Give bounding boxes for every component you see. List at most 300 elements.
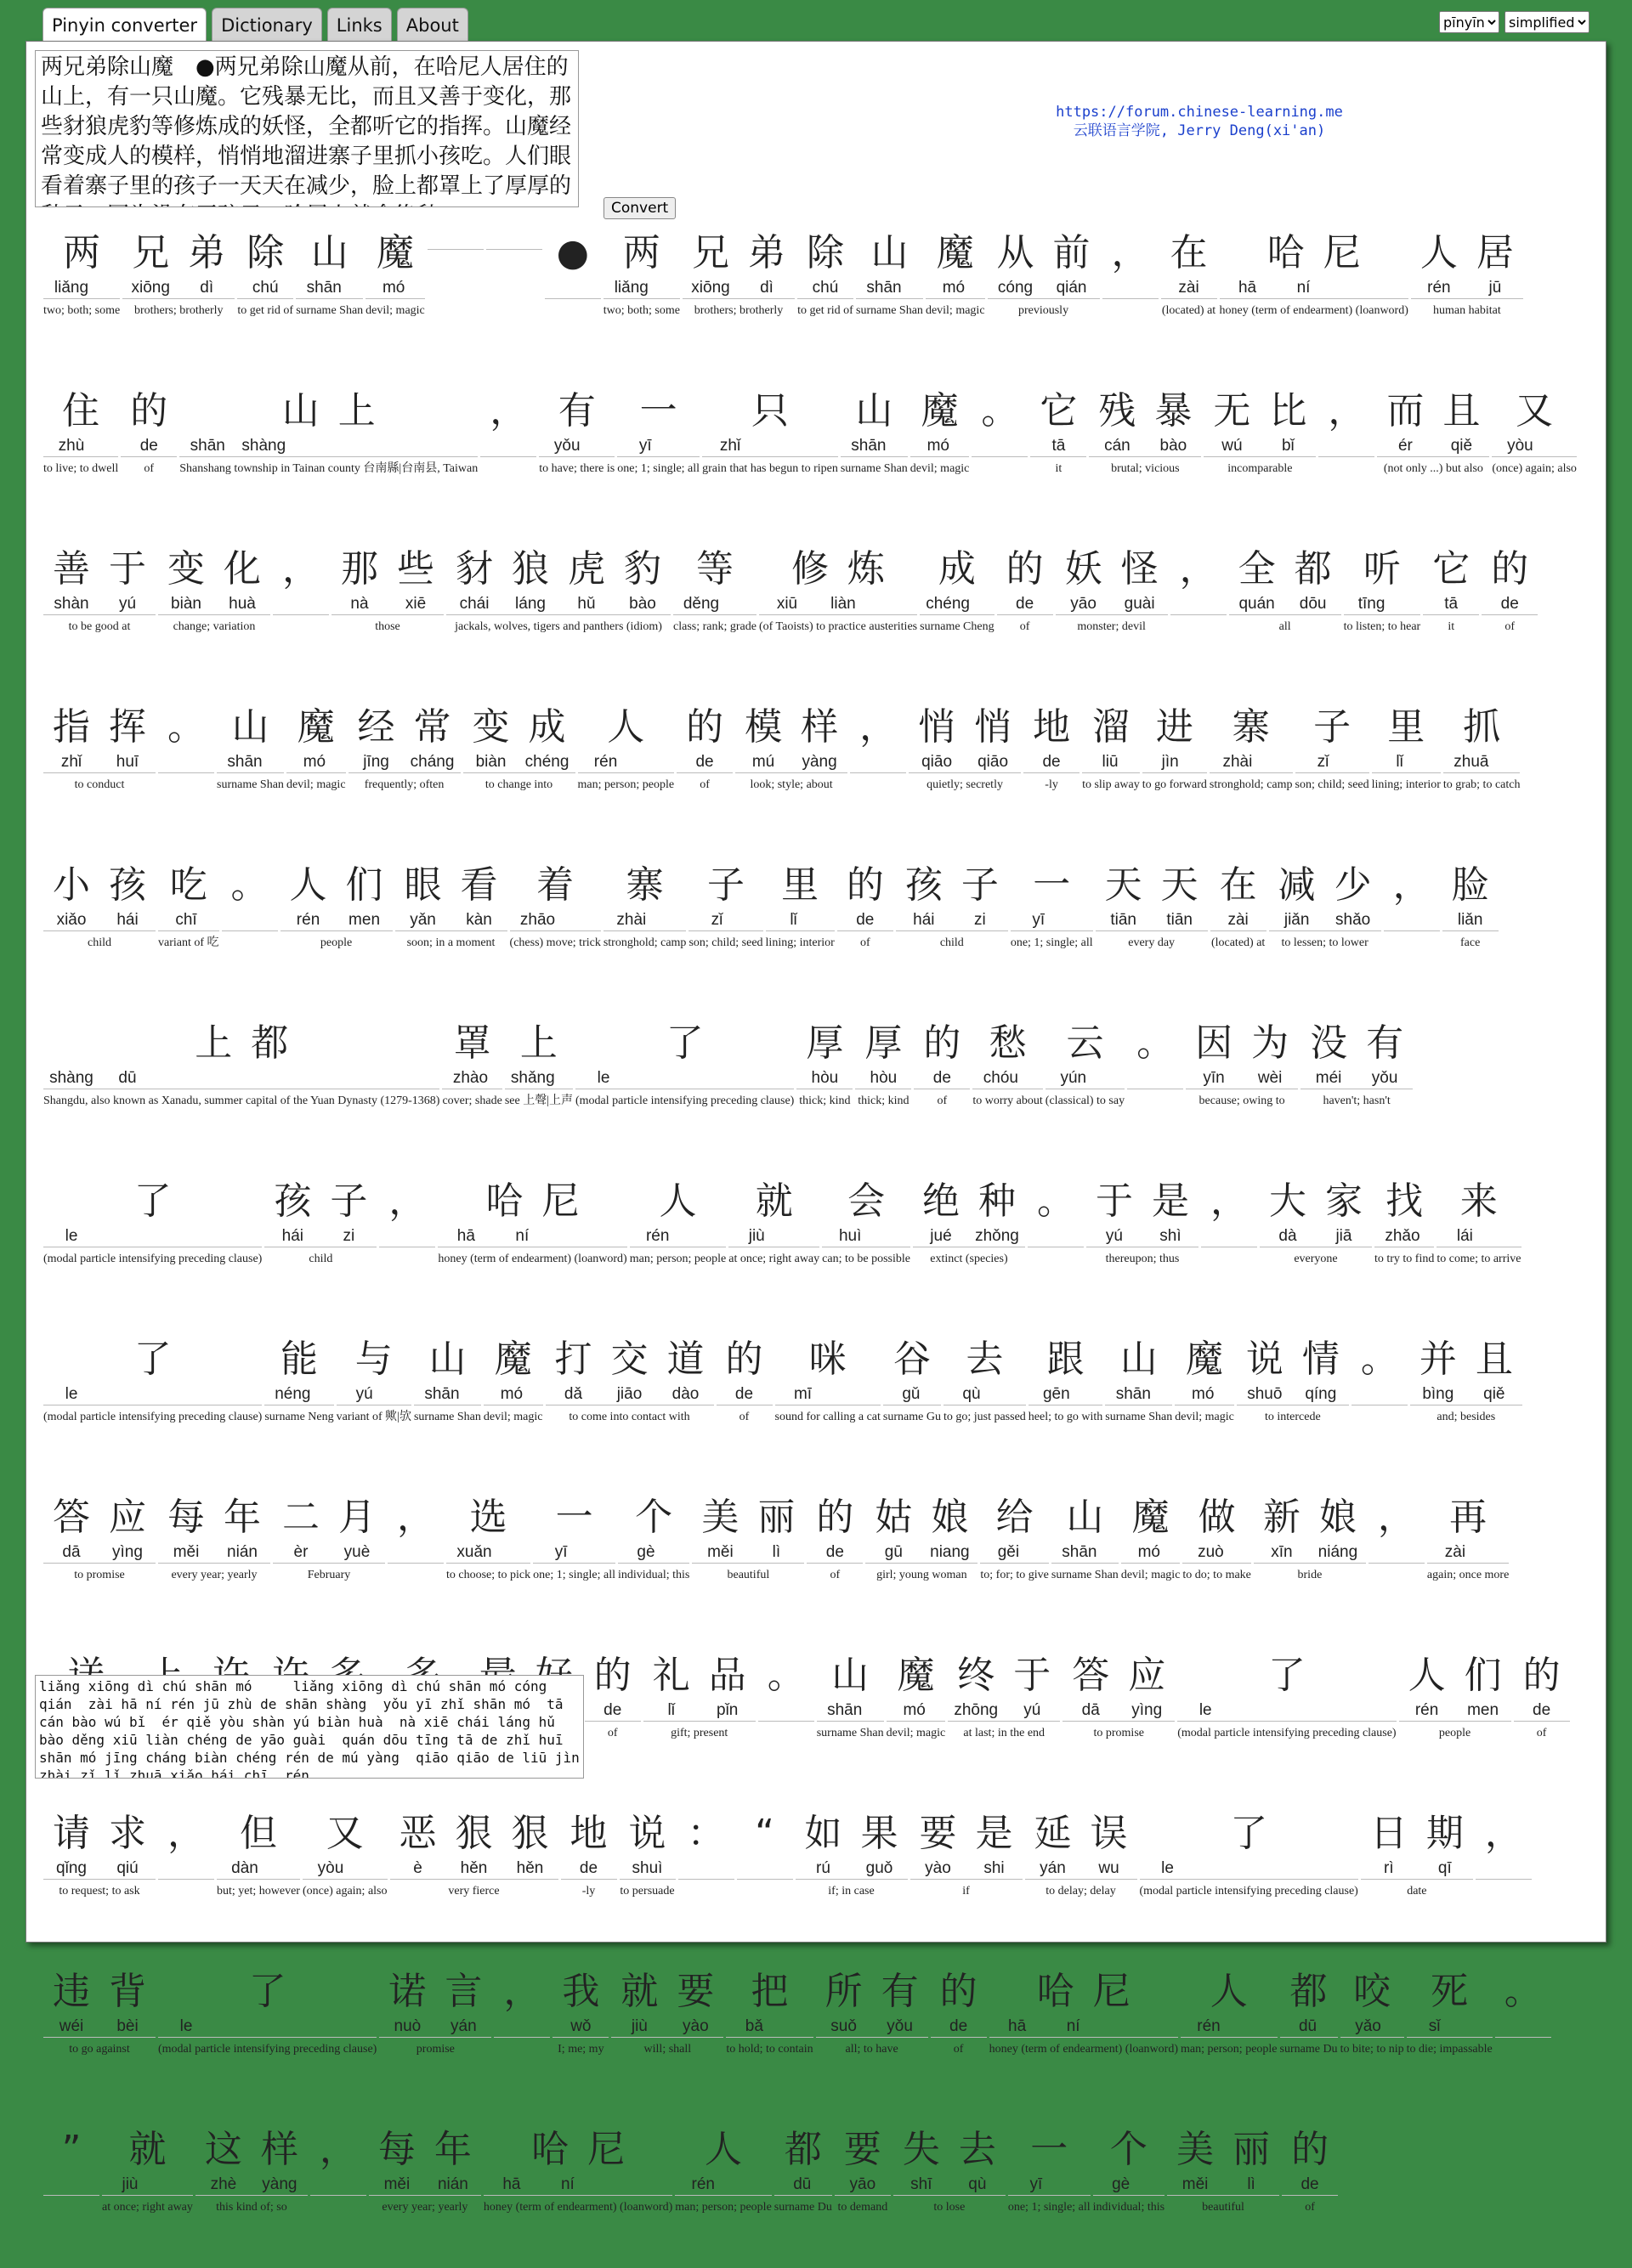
pinyin-syllable: yīn xyxy=(1203,1069,1225,1087)
hanzi-char: 山 xyxy=(855,389,893,433)
pinyin-row xyxy=(1384,910,1440,931)
word-card xyxy=(273,1493,385,1636)
pinyin-row xyxy=(122,278,235,299)
pinyin-row xyxy=(822,1226,910,1247)
word-card xyxy=(1028,1335,1103,1478)
pinyin-row xyxy=(896,910,1008,931)
pinyin-row xyxy=(817,1700,884,1722)
word-gloss xyxy=(273,619,329,687)
word-card xyxy=(1295,703,1369,846)
pinyin-syllable xyxy=(1201,1226,1257,1247)
hanzi-char: 进 xyxy=(1155,705,1193,749)
pinyin-syllable: rén xyxy=(296,911,320,929)
word-gloss: of xyxy=(953,2043,964,2056)
word-gloss: (once) again; also xyxy=(1492,462,1577,475)
word-gloss: to get rid of xyxy=(237,304,294,317)
hanzi-char: 炼 xyxy=(847,547,886,591)
word-gloss: surname Shan xyxy=(1051,1569,1119,1581)
pinyin-syllable xyxy=(494,2016,550,2037)
word-card xyxy=(855,1019,911,1162)
word-card xyxy=(1023,703,1080,846)
word-gloss xyxy=(158,1884,214,1952)
word-card xyxy=(1269,861,1381,1004)
pinyin-syllable: zài xyxy=(1178,279,1199,297)
pinyin-row xyxy=(1161,278,1217,299)
pinyin-syllable: hā xyxy=(502,2175,521,2193)
pinyin-syllable: jū xyxy=(1488,279,1502,297)
pinyin-syllable: mó xyxy=(303,753,326,771)
pinyin-row xyxy=(775,1384,881,1405)
pinyin-syllable xyxy=(480,436,536,456)
word-chars xyxy=(735,703,847,752)
word-chars xyxy=(1056,545,1168,594)
pinyin-syllable: bèi xyxy=(116,2017,139,2035)
hanzi-char: 每 xyxy=(167,1496,205,1539)
word-chars xyxy=(956,1335,1012,1384)
word-gloss xyxy=(1384,936,1440,1004)
word-card xyxy=(446,545,671,687)
word-card xyxy=(438,1177,626,1320)
word-chars xyxy=(379,1967,491,2016)
hanzi-char: 应 xyxy=(1128,1654,1166,1697)
pinyin-syllable xyxy=(678,1858,734,1879)
word-chars xyxy=(1147,703,1203,752)
word-card xyxy=(217,703,284,846)
word-chars xyxy=(264,1177,377,1226)
hanzi-char: 狠 xyxy=(511,1812,549,1855)
hanzi-char: 子 xyxy=(330,1179,368,1223)
tab-dictionary[interactable]: Dictionary xyxy=(212,8,322,41)
word-card xyxy=(264,1177,377,1320)
word-chars xyxy=(914,1019,970,1068)
word-gloss: bride xyxy=(1297,1569,1323,1581)
pinyin-syllable: è xyxy=(413,1859,422,1877)
pinyin-syllable: qiāo xyxy=(921,753,953,771)
word-chars xyxy=(1210,861,1266,910)
word-card xyxy=(1175,1335,1234,1478)
pinyin-row xyxy=(1011,910,1093,931)
pinyin-syllable xyxy=(273,594,329,614)
word-card xyxy=(683,229,795,371)
pinyin-syllable: rén xyxy=(593,753,618,771)
hanzi-char: 地 xyxy=(570,1812,608,1855)
word-card xyxy=(1093,2125,1164,2268)
hanzi-char: 来 xyxy=(1459,1179,1498,1223)
forum-link[interactable]: https://forum.chinese-learning.me xyxy=(1056,104,1343,121)
pinyin-syllable: men xyxy=(1467,1701,1499,1719)
word-chars xyxy=(461,1493,517,1542)
word-card xyxy=(484,2125,672,2268)
word-card xyxy=(366,229,425,371)
pinyin-syllable: hái xyxy=(116,911,139,929)
pinyin-syllable: jiù xyxy=(631,2017,648,2035)
hanzi-char: 弟 xyxy=(188,231,226,274)
word-chars xyxy=(419,1335,475,1384)
convert-button[interactable]: Convert xyxy=(604,197,676,219)
script-select[interactable] xyxy=(1504,11,1590,33)
word-card xyxy=(893,2125,1006,2268)
pinyin-syllable xyxy=(388,1542,444,1563)
word-card xyxy=(728,1177,819,1320)
pinyin-row xyxy=(43,1226,262,1247)
pinyin-syllable: yú xyxy=(355,1385,373,1403)
word-chars xyxy=(561,1809,617,1858)
pinyin-syllable: yú xyxy=(1105,1227,1123,1245)
word-chars xyxy=(1123,1493,1179,1542)
word-card xyxy=(910,1809,1023,1952)
pinyin-row xyxy=(43,910,156,931)
word-chars xyxy=(1023,861,1080,910)
hanzi-char: 是 xyxy=(1151,1179,1189,1223)
pinyin-row xyxy=(539,436,615,457)
romanization-select[interactable] xyxy=(1439,11,1499,33)
hanzi-char: 抓 xyxy=(1463,705,1501,749)
word-chars xyxy=(122,229,235,278)
hanzi-char: 样 xyxy=(801,705,839,749)
word-gloss: to choose; to pick xyxy=(446,1569,531,1581)
pinyin-row xyxy=(561,1858,617,1880)
word-card xyxy=(43,1019,439,1162)
hanzi-char: 的 xyxy=(1291,2128,1329,2171)
word-gloss: one; 1; single; all xyxy=(617,462,700,475)
pinyin-row xyxy=(797,278,853,299)
word-card xyxy=(1082,703,1140,846)
hanzi-char: 哈 xyxy=(1266,231,1305,274)
word-chars xyxy=(837,861,893,910)
word-chars xyxy=(929,545,985,594)
word-chars xyxy=(737,1809,793,1858)
word-gloss: to be good at xyxy=(68,620,131,633)
word-gloss: haven't; hasn't xyxy=(1323,1094,1391,1107)
tab-about[interactable]: About xyxy=(397,8,468,41)
hanzi-char: 但 xyxy=(239,1812,277,1855)
hanzi-char: 美 xyxy=(1176,2128,1215,2171)
pinyin-syllable: liǎng xyxy=(614,279,649,297)
pinyin-syllable: xīn xyxy=(1271,1543,1293,1561)
word-chars xyxy=(1354,545,1410,594)
pinyin-syllable: xuǎn xyxy=(456,1543,492,1561)
word-card xyxy=(463,703,575,846)
hanzi-char: 从 xyxy=(996,231,1034,274)
pinyin-row xyxy=(980,1542,1049,1564)
word-gloss: to listen; to hear xyxy=(1343,620,1421,633)
hanzi-char: 于 xyxy=(109,547,146,591)
punctuation-cell xyxy=(388,1493,444,1636)
word-card xyxy=(972,1019,1042,1162)
word-card xyxy=(43,387,118,529)
hanzi-char: 脸 xyxy=(1451,863,1489,907)
pinyin-syllable: rén xyxy=(645,1227,670,1245)
pinyin-row xyxy=(926,278,985,299)
word-chars xyxy=(782,545,894,594)
pinyin-row xyxy=(807,1542,863,1564)
hanzi-char: ： xyxy=(687,1812,725,1855)
hanzi-char: 都 xyxy=(1289,1970,1328,2013)
word-chars xyxy=(807,1493,863,1542)
hanzi-char: 们 xyxy=(1464,1654,1502,1697)
tab-pinyin-converter[interactable]: Pinyin converter xyxy=(42,8,207,42)
pinyin-syllable xyxy=(737,1858,793,1879)
punctuation-cell xyxy=(1495,1967,1551,2110)
hanzi-char: 是 xyxy=(975,1812,1013,1855)
hanzi-char: 。 xyxy=(167,705,205,749)
pinyin-row xyxy=(1442,910,1499,931)
word-chars xyxy=(1221,1809,1277,1858)
word-card xyxy=(280,861,393,1004)
pinyin-syllable: lái xyxy=(1456,1227,1473,1245)
word-gloss xyxy=(158,778,214,846)
pinyin-syllable: suǒ xyxy=(830,2017,857,2035)
pinyin-syllable: de xyxy=(949,2017,968,2035)
punctuation-cell xyxy=(1384,861,1440,1004)
hanzi-char: 果 xyxy=(860,1812,898,1855)
word-chars xyxy=(271,1335,327,1384)
hanzi-char: 有 xyxy=(881,1970,919,2013)
word-gloss: if; in case xyxy=(828,1885,875,1898)
pinyin-output[interactable] xyxy=(35,1675,584,1779)
word-card xyxy=(303,1809,388,1952)
word-gloss: it xyxy=(1055,462,1062,475)
word-gloss: (modal particle intensifying preceding clause) xyxy=(43,1253,263,1265)
pinyin-row xyxy=(121,436,177,457)
word-chars xyxy=(1030,387,1086,436)
word-gloss: to grab; to catch xyxy=(1442,778,1521,791)
hanzi-char: 并 xyxy=(1419,1338,1457,1381)
pinyin-syllable: rén xyxy=(1197,2017,1221,2035)
word-chars xyxy=(1028,1967,1140,2016)
word-chars xyxy=(1260,1177,1372,1226)
word-gloss: gift; present xyxy=(671,1727,728,1739)
hanzi-char: 有 xyxy=(558,389,596,433)
word-chars xyxy=(796,1809,908,1858)
pinyin-syllable xyxy=(545,278,601,298)
pinyin-syllable: de xyxy=(1533,1701,1551,1719)
chinese-input[interactable] xyxy=(35,50,579,207)
hanzi-char: ， xyxy=(1210,1179,1248,1223)
hanzi-char: 魔 xyxy=(376,231,414,274)
pinyin-syllable xyxy=(1102,278,1159,298)
pinyin-syllable: zhǐ xyxy=(719,437,741,455)
pinyin-syllable: dōu xyxy=(1299,595,1327,613)
word-card xyxy=(618,1493,689,1636)
word-chars xyxy=(43,1809,156,1858)
pinyin-syllable: lǐ xyxy=(1396,753,1403,771)
hanzi-char: 眼 xyxy=(404,863,442,907)
word-gloss: (once) again; also xyxy=(302,1885,388,1898)
word-chars xyxy=(310,2125,366,2175)
hanzi-char: 要 xyxy=(677,1970,715,2013)
word-gloss: (modal particle intensifying preceding clause) xyxy=(1139,1885,1358,1898)
hanzi-char: 失 xyxy=(902,2128,940,2171)
pinyin-syllable: mó xyxy=(942,279,966,297)
word-chars xyxy=(927,229,983,278)
word-gloss: to die; impassable xyxy=(1406,2043,1493,2056)
word-chars xyxy=(822,1651,878,1700)
word-gloss: to slip away xyxy=(1082,778,1140,791)
hanzi-char: 交 xyxy=(610,1338,649,1381)
word-card xyxy=(910,387,970,529)
pinyin-row xyxy=(865,1542,978,1564)
pinyin-row xyxy=(1229,594,1341,615)
pinyin-syllable: hái xyxy=(913,911,935,929)
word-chars xyxy=(1111,1335,1167,1384)
hanzi-char: 了 xyxy=(1267,1654,1306,1697)
pinyin-row xyxy=(575,1068,794,1089)
hanzi-char: 的 xyxy=(846,863,884,907)
pinyin-row xyxy=(1030,436,1086,457)
pinyin-row xyxy=(972,436,1028,457)
pinyin-syllable: shān xyxy=(424,1385,460,1403)
pinyin-syllable: zhào xyxy=(452,1069,489,1087)
word-gloss: variant of 吃 xyxy=(158,936,219,949)
pinyin-row xyxy=(158,1858,214,1880)
word-chars xyxy=(893,2125,1006,2175)
hanzi-char: 在 xyxy=(1219,863,1257,907)
pinyin-syllable: rì xyxy=(1384,1859,1394,1877)
word-gloss: class; rank; grade xyxy=(673,620,756,633)
word-chars xyxy=(1423,545,1479,594)
hanzi-char: 我 xyxy=(562,1970,600,2013)
word-card xyxy=(816,1967,928,2110)
word-chars xyxy=(865,1493,978,1542)
word-card xyxy=(997,545,1053,687)
pinyin-row xyxy=(1423,594,1479,615)
pinyin-row xyxy=(366,278,425,299)
word-gloss: man; person; people xyxy=(577,778,675,791)
pinyin-syllable: gè xyxy=(637,1543,655,1561)
hanzi-char: 在 xyxy=(1170,231,1208,274)
pinyin-syllable: shàng xyxy=(241,437,286,455)
word-chars xyxy=(1204,387,1316,436)
word-gloss: to hold; to contain xyxy=(726,2043,813,2056)
word-card xyxy=(158,1493,270,1636)
hanzi-char: ， xyxy=(503,1970,541,2013)
pinyin-syllable: tīng xyxy=(1357,595,1386,613)
word-chars xyxy=(1440,1493,1496,1542)
pinyin-row xyxy=(702,436,838,457)
word-chars xyxy=(797,229,853,278)
word-chars xyxy=(511,1019,567,1068)
pinyin-row xyxy=(158,594,270,615)
word-card xyxy=(931,1967,987,2110)
pinyin-row xyxy=(1318,436,1374,457)
pinyin-row xyxy=(1372,752,1441,773)
word-card xyxy=(1089,387,1201,529)
pinyin-row xyxy=(948,1700,1060,1722)
tab-links[interactable]: Links xyxy=(327,8,392,41)
word-card xyxy=(887,1651,946,1794)
hanzi-char: 答 xyxy=(53,1496,90,1539)
pinyin-syllable: le xyxy=(65,1227,78,1245)
pinyin-row xyxy=(604,278,680,299)
word-chars xyxy=(367,229,423,278)
word-chars xyxy=(379,1177,435,1226)
hanzi-char: 家 xyxy=(1324,1179,1363,1223)
hanzi-char: ， xyxy=(167,1812,205,1855)
word-card xyxy=(1427,1493,1509,1636)
pinyin-syllable: dū xyxy=(118,1069,137,1087)
pinyin-syllable: qī xyxy=(1437,1859,1452,1877)
word-gloss: soon; in a moment xyxy=(406,936,496,949)
pinyin-row xyxy=(296,278,363,299)
word-gloss xyxy=(43,2200,99,2268)
word-card xyxy=(1372,703,1441,846)
pinyin-row xyxy=(620,1858,676,1880)
pinyin-syllable xyxy=(158,1858,214,1879)
pinyin-row xyxy=(683,278,795,299)
word-gloss: (located) at xyxy=(1161,304,1216,317)
pinyin-syllable: gè xyxy=(1112,2175,1130,2193)
pinyin-row xyxy=(944,1384,1026,1405)
hanzi-char: 再 xyxy=(1449,1496,1488,1539)
pinyin-row xyxy=(310,2175,366,2196)
pinyin-syllable: wú xyxy=(1221,437,1243,455)
pinyin-row xyxy=(273,594,329,615)
pinyin-syllable: biàn xyxy=(475,753,507,771)
word-card xyxy=(817,1651,884,1794)
hanzi-char: 所 xyxy=(824,1970,863,2013)
pinyin-syllable xyxy=(379,1226,435,1247)
hanzi-char: 厚 xyxy=(806,1021,844,1065)
word-card xyxy=(1254,1493,1366,1636)
pinyin-row xyxy=(910,1858,1023,1880)
hanzi-char: 的 xyxy=(686,705,724,749)
word-chars xyxy=(614,229,670,278)
word-card xyxy=(807,1493,863,1636)
word-chars xyxy=(598,703,654,752)
pinyin-syllable: bǐ xyxy=(1281,437,1295,455)
pinyin-row xyxy=(1170,594,1227,615)
hanzi-char: 因 xyxy=(1195,1021,1233,1065)
hanzi-char: 人 xyxy=(289,863,327,907)
pinyin-row xyxy=(273,1542,385,1564)
pinyin-row xyxy=(442,1068,502,1089)
pinyin-syllable: yàng xyxy=(262,2175,298,2193)
word-card xyxy=(1220,229,1408,371)
pinyin-row xyxy=(1121,1542,1181,1564)
word-card xyxy=(1210,703,1293,846)
pinyin-row xyxy=(796,1068,853,1089)
word-gloss: devil; magic xyxy=(886,1727,946,1739)
pinyin-syllable: tā xyxy=(1051,437,1066,455)
pinyin-syllable: bǎ xyxy=(745,2017,763,2035)
word-card xyxy=(43,229,120,371)
word-gloss: change; variation xyxy=(173,620,256,633)
hanzi-char: 了 xyxy=(133,1179,172,1223)
hanzi-char: 无 xyxy=(1213,389,1251,433)
hanzi-char: 与 xyxy=(354,1338,393,1381)
word-chars xyxy=(463,703,575,752)
word-card xyxy=(909,703,1021,846)
pinyin-syllable: dā xyxy=(1081,1701,1100,1719)
pinyin-syllable: qù xyxy=(962,1385,981,1403)
word-chars xyxy=(884,1335,940,1384)
word-gloss: monster; devil xyxy=(1077,620,1146,633)
pinyin-row xyxy=(43,436,118,457)
pinyin-syllable: yǎo xyxy=(1355,2017,1381,2035)
punctuation-cell xyxy=(1028,1177,1084,1320)
pinyin-syllable: zi xyxy=(973,911,986,929)
word-card xyxy=(1280,1967,1338,2110)
hanzi-char: ， xyxy=(859,705,898,749)
pinyin-syllable: niang xyxy=(930,1543,970,1561)
pinyin-syllable xyxy=(758,1700,814,1721)
hanzi-char: 它 xyxy=(1040,389,1078,433)
word-chars xyxy=(816,1967,928,2016)
pinyin-row xyxy=(675,2175,772,2196)
pinyin-row xyxy=(850,752,906,773)
hanzi-char: 寨 xyxy=(626,863,664,907)
